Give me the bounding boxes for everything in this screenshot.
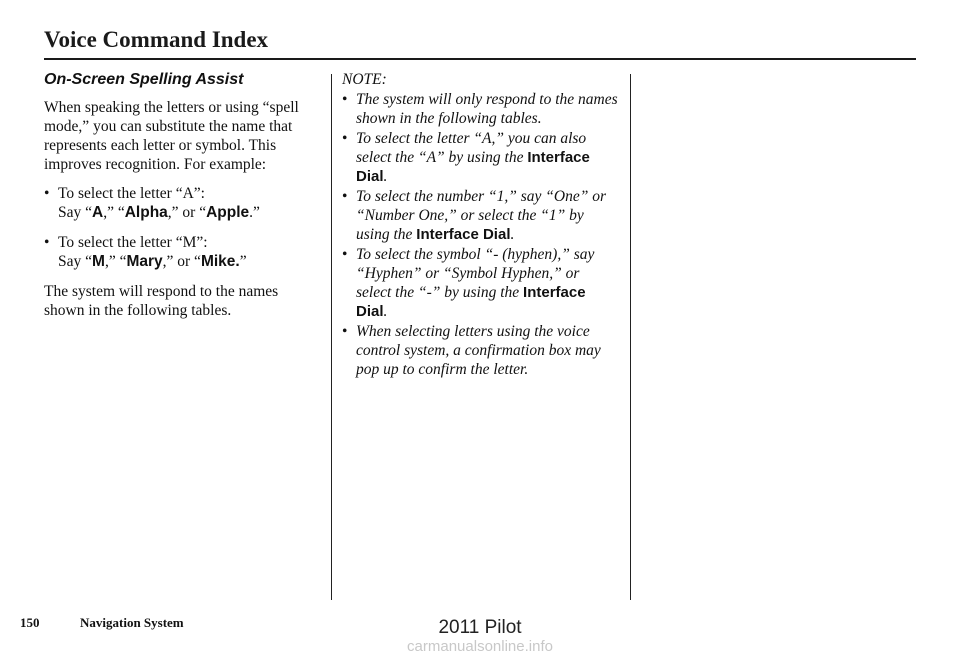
command-word: Mary bbox=[126, 253, 163, 270]
note-item bbox=[342, 129, 618, 186]
command-word: A bbox=[92, 204, 104, 221]
interface-dial-term: Interface Dial bbox=[416, 226, 511, 243]
command-word: Apple bbox=[206, 204, 250, 221]
site-watermark: carmanualsonline.info bbox=[407, 638, 553, 655]
example-bullet bbox=[44, 184, 318, 222]
bullet-say-line bbox=[58, 252, 318, 271]
separator-text: ,” or “ bbox=[167, 204, 207, 221]
note-item: • The system will only respond to the names shown in the following tables. bbox=[342, 90, 618, 128]
interface-dial-term: Interface Dial bbox=[356, 284, 586, 320]
note-item bbox=[342, 245, 618, 321]
say-text: Say “ bbox=[58, 204, 93, 221]
note-end: . bbox=[383, 303, 388, 320]
note-end: . bbox=[510, 226, 515, 243]
example-bullet bbox=[44, 233, 318, 271]
note-item bbox=[342, 187, 618, 244]
note-text: To select the number “1,” say “One” or “Number One,” or select the “1” by using the bbox=[356, 188, 607, 243]
command-word: Alpha bbox=[124, 204, 168, 221]
separator-text: ,” “ bbox=[104, 253, 127, 270]
separator-text: ” bbox=[239, 253, 247, 270]
note-heading: NOTE: bbox=[342, 71, 387, 88]
separator-text: .” bbox=[249, 204, 260, 221]
outro-paragraph: The system will respond to the names shown in the following tables. bbox=[44, 283, 279, 319]
page-title: Voice Command Index bbox=[44, 27, 269, 52]
intro-paragraph: When speaking the letters or using “spell mode,” you can substitute the name that represents each letter or symbol. This improves recognition. For example: bbox=[44, 99, 299, 173]
column-divider bbox=[331, 74, 332, 600]
command-word: M bbox=[92, 253, 105, 270]
separator-text: ,” or “ bbox=[162, 253, 201, 270]
note-end: . bbox=[383, 168, 388, 185]
left-column bbox=[44, 70, 318, 330]
command-word: Mike. bbox=[200, 253, 240, 270]
say-text: Say “ bbox=[58, 253, 93, 270]
header-rule bbox=[44, 58, 916, 60]
notes-column bbox=[342, 70, 618, 380]
note-item: • When selecting letters using the voice control system, a confirmation box may pop up to confirm the letter. bbox=[342, 322, 618, 379]
column-divider bbox=[630, 74, 631, 600]
separator-text: ,” “ bbox=[103, 204, 125, 221]
bullet-say-line bbox=[58, 203, 318, 222]
book-title: Navigation System bbox=[80, 615, 184, 630]
note-text: To select the symbol “- (hyphen),” say “Hyphen” or “Symbol Hyphen,” or select the “-” by using the bbox=[356, 246, 595, 301]
note-text: To select the letter “A,” you can also select the “A” by using the bbox=[356, 130, 587, 166]
bullet-lead: • To select the letter “A”: bbox=[58, 185, 205, 202]
section-heading: On-Screen Spelling Assist bbox=[44, 71, 244, 88]
model-watermark: 2011 Pilot bbox=[438, 617, 522, 638]
interface-dial-term: Interface Dial bbox=[356, 149, 590, 185]
bullet-lead: • To select the letter “M”: bbox=[58, 234, 208, 251]
page-number: 150 bbox=[20, 615, 40, 630]
